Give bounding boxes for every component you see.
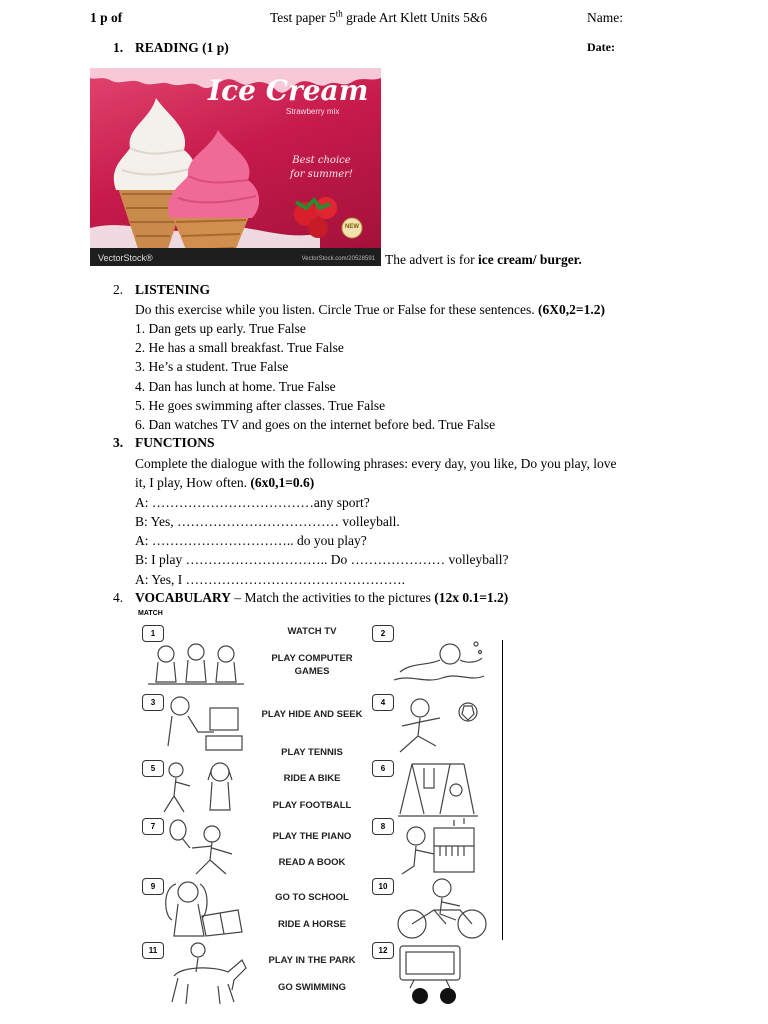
functions-points: (6x0,1=0.6) <box>250 475 315 490</box>
kids-in-the-park-picture <box>394 758 480 818</box>
section-number-vocabulary: 4. <box>113 590 124 605</box>
girl-reading-book-picture <box>158 876 248 940</box>
dialogue-line: A: ………………………….. do you play? <box>135 533 367 548</box>
kids-hide-and-seek-picture <box>160 758 250 816</box>
activity-phrase: PLAY COMPUTER GAMES <box>271 653 353 677</box>
worksheet-label: MATCH <box>138 610 163 617</box>
name-label: Name: <box>587 10 623 25</box>
activity-phrase: GO TO SCHOOL <box>275 892 349 903</box>
vocabulary-heading-line <box>135 590 508 606</box>
number-box: 2 <box>372 625 394 642</box>
boy-playing-piano-picture <box>394 816 482 878</box>
listening-item: 6. Dan watches TV and goes on the internet before bed. True False <box>135 417 496 432</box>
listening-instruction <box>135 300 605 319</box>
activity-phrase: RIDE A HORSE <box>278 919 346 930</box>
vocabulary-instruction: – Match the activities to the pictures <box>231 590 435 605</box>
activity-phrase: PLAY FOOTBALL <box>272 800 352 811</box>
boy-playing-football-picture <box>390 694 490 758</box>
dialogue-line: B: Yes, ……………………………… volleyball. <box>135 514 400 529</box>
advert-slogan-line-2: for summer! <box>290 169 353 180</box>
number-box: 4 <box>372 694 394 711</box>
listening-item: 3. He’s a student. True False <box>135 359 289 374</box>
advert-image-id: VectorStock.com/20528591 <box>301 256 375 262</box>
section-number-reading: 1. <box>113 40 124 55</box>
number-box: 5 <box>142 760 164 777</box>
number-box: 7 <box>142 818 164 835</box>
advert-slogan-line-1: Best choice <box>292 155 351 166</box>
number-box: 6 <box>372 760 394 777</box>
number-box: 12 <box>372 942 394 959</box>
dialogue-line: A: Yes, I …………………………………………. <box>135 572 406 587</box>
reading-question-options: ice cream/ burger. <box>477 252 582 267</box>
functions-instruction-line-1: Complete the dialogue with the following phrases: every day, you like, Do you play, love <box>135 456 617 471</box>
boy-riding-horse-picture <box>162 942 248 1006</box>
reading-question <box>385 252 582 268</box>
activity-phrase: RIDE A BIKE <box>283 773 341 784</box>
number-box: 9 <box>142 878 164 895</box>
activity-phrase: PLAY IN THE PARK <box>268 955 356 966</box>
title-superscript: th <box>335 8 343 19</box>
activity-phrase: PLAY TENNIS <box>281 747 343 758</box>
date-label: Date: <box>587 40 615 54</box>
activity-phrase: WATCH TV <box>287 626 337 637</box>
vectorstock-logo: VectorStock® <box>98 253 153 263</box>
margin-line <box>502 640 503 940</box>
ice-cream-advert-image <box>90 68 381 266</box>
dialogue-line: B: I play ………………………….. Do ………………… volleyball? <box>135 552 509 567</box>
listening-item: 4. Dan has lunch at home. True False <box>135 379 336 394</box>
number-box: 8 <box>372 818 394 835</box>
number-box: 1 <box>142 625 164 642</box>
boy-swimming-picture <box>390 632 486 686</box>
kids-going-to-school-picture <box>394 942 474 1004</box>
title-part-b: grade Art Klett Units 5&6 <box>342 10 488 25</box>
listening-points: (6X0,2=1.2) <box>538 302 605 317</box>
functions-heading: FUNCTIONS <box>135 435 215 450</box>
boy-at-computer-picture <box>158 692 244 754</box>
activity-phrase: GO SWIMMING <box>277 982 347 993</box>
document-title <box>270 10 487 26</box>
activity-phrase: PLAY HIDE AND SEEK <box>261 709 363 720</box>
advert-subtitle: Strawberry mix <box>286 107 340 116</box>
listening-item: 1. Dan gets up early. True False <box>135 321 306 336</box>
reading-heading: READING (1 p) <box>135 40 229 55</box>
new-badge: NEW <box>345 224 359 230</box>
number-box: 3 <box>142 694 164 711</box>
vocabulary-matching-worksheet <box>138 608 508 1008</box>
listening-instruction-text: Do this exercise while you listen. Circle True or False for these sentences. <box>135 302 539 317</box>
section-number-functions: 3. <box>113 435 124 450</box>
section-number-listening: 2. <box>113 282 124 297</box>
kids-watching-tv-picture <box>146 638 246 690</box>
advert-title: Ice Cream <box>208 74 369 107</box>
number-box: 11 <box>142 942 164 959</box>
listening-item: 2. He has a small breakfast. True False <box>135 340 344 355</box>
number-box: 10 <box>372 878 394 895</box>
listening-item: 5. He goes swimming after classes. True False <box>135 398 386 413</box>
activity-phrase: READ A BOOK <box>278 857 346 868</box>
listening-heading: LISTENING <box>135 282 211 297</box>
functions-instruction-line-2 <box>135 473 314 492</box>
reading-question-text: The advert is for <box>385 252 478 267</box>
vocabulary-heading: VOCABULARY <box>135 590 232 605</box>
advert-slogan <box>290 154 353 182</box>
page-indicator: 1 p of <box>90 10 123 25</box>
girl-riding-bike-picture <box>394 876 490 942</box>
dialogue-line: A: ………………………………any sport? <box>135 495 370 510</box>
activity-phrase: PLAY THE PIANO <box>272 831 352 842</box>
boy-playing-tennis-picture <box>166 818 246 876</box>
vocabulary-points: (12x 0.1=1.2) <box>434 590 509 605</box>
title-part-a: Test paper 5 <box>270 10 336 25</box>
functions-instruction-text: it, I play, How often. <box>135 475 251 490</box>
